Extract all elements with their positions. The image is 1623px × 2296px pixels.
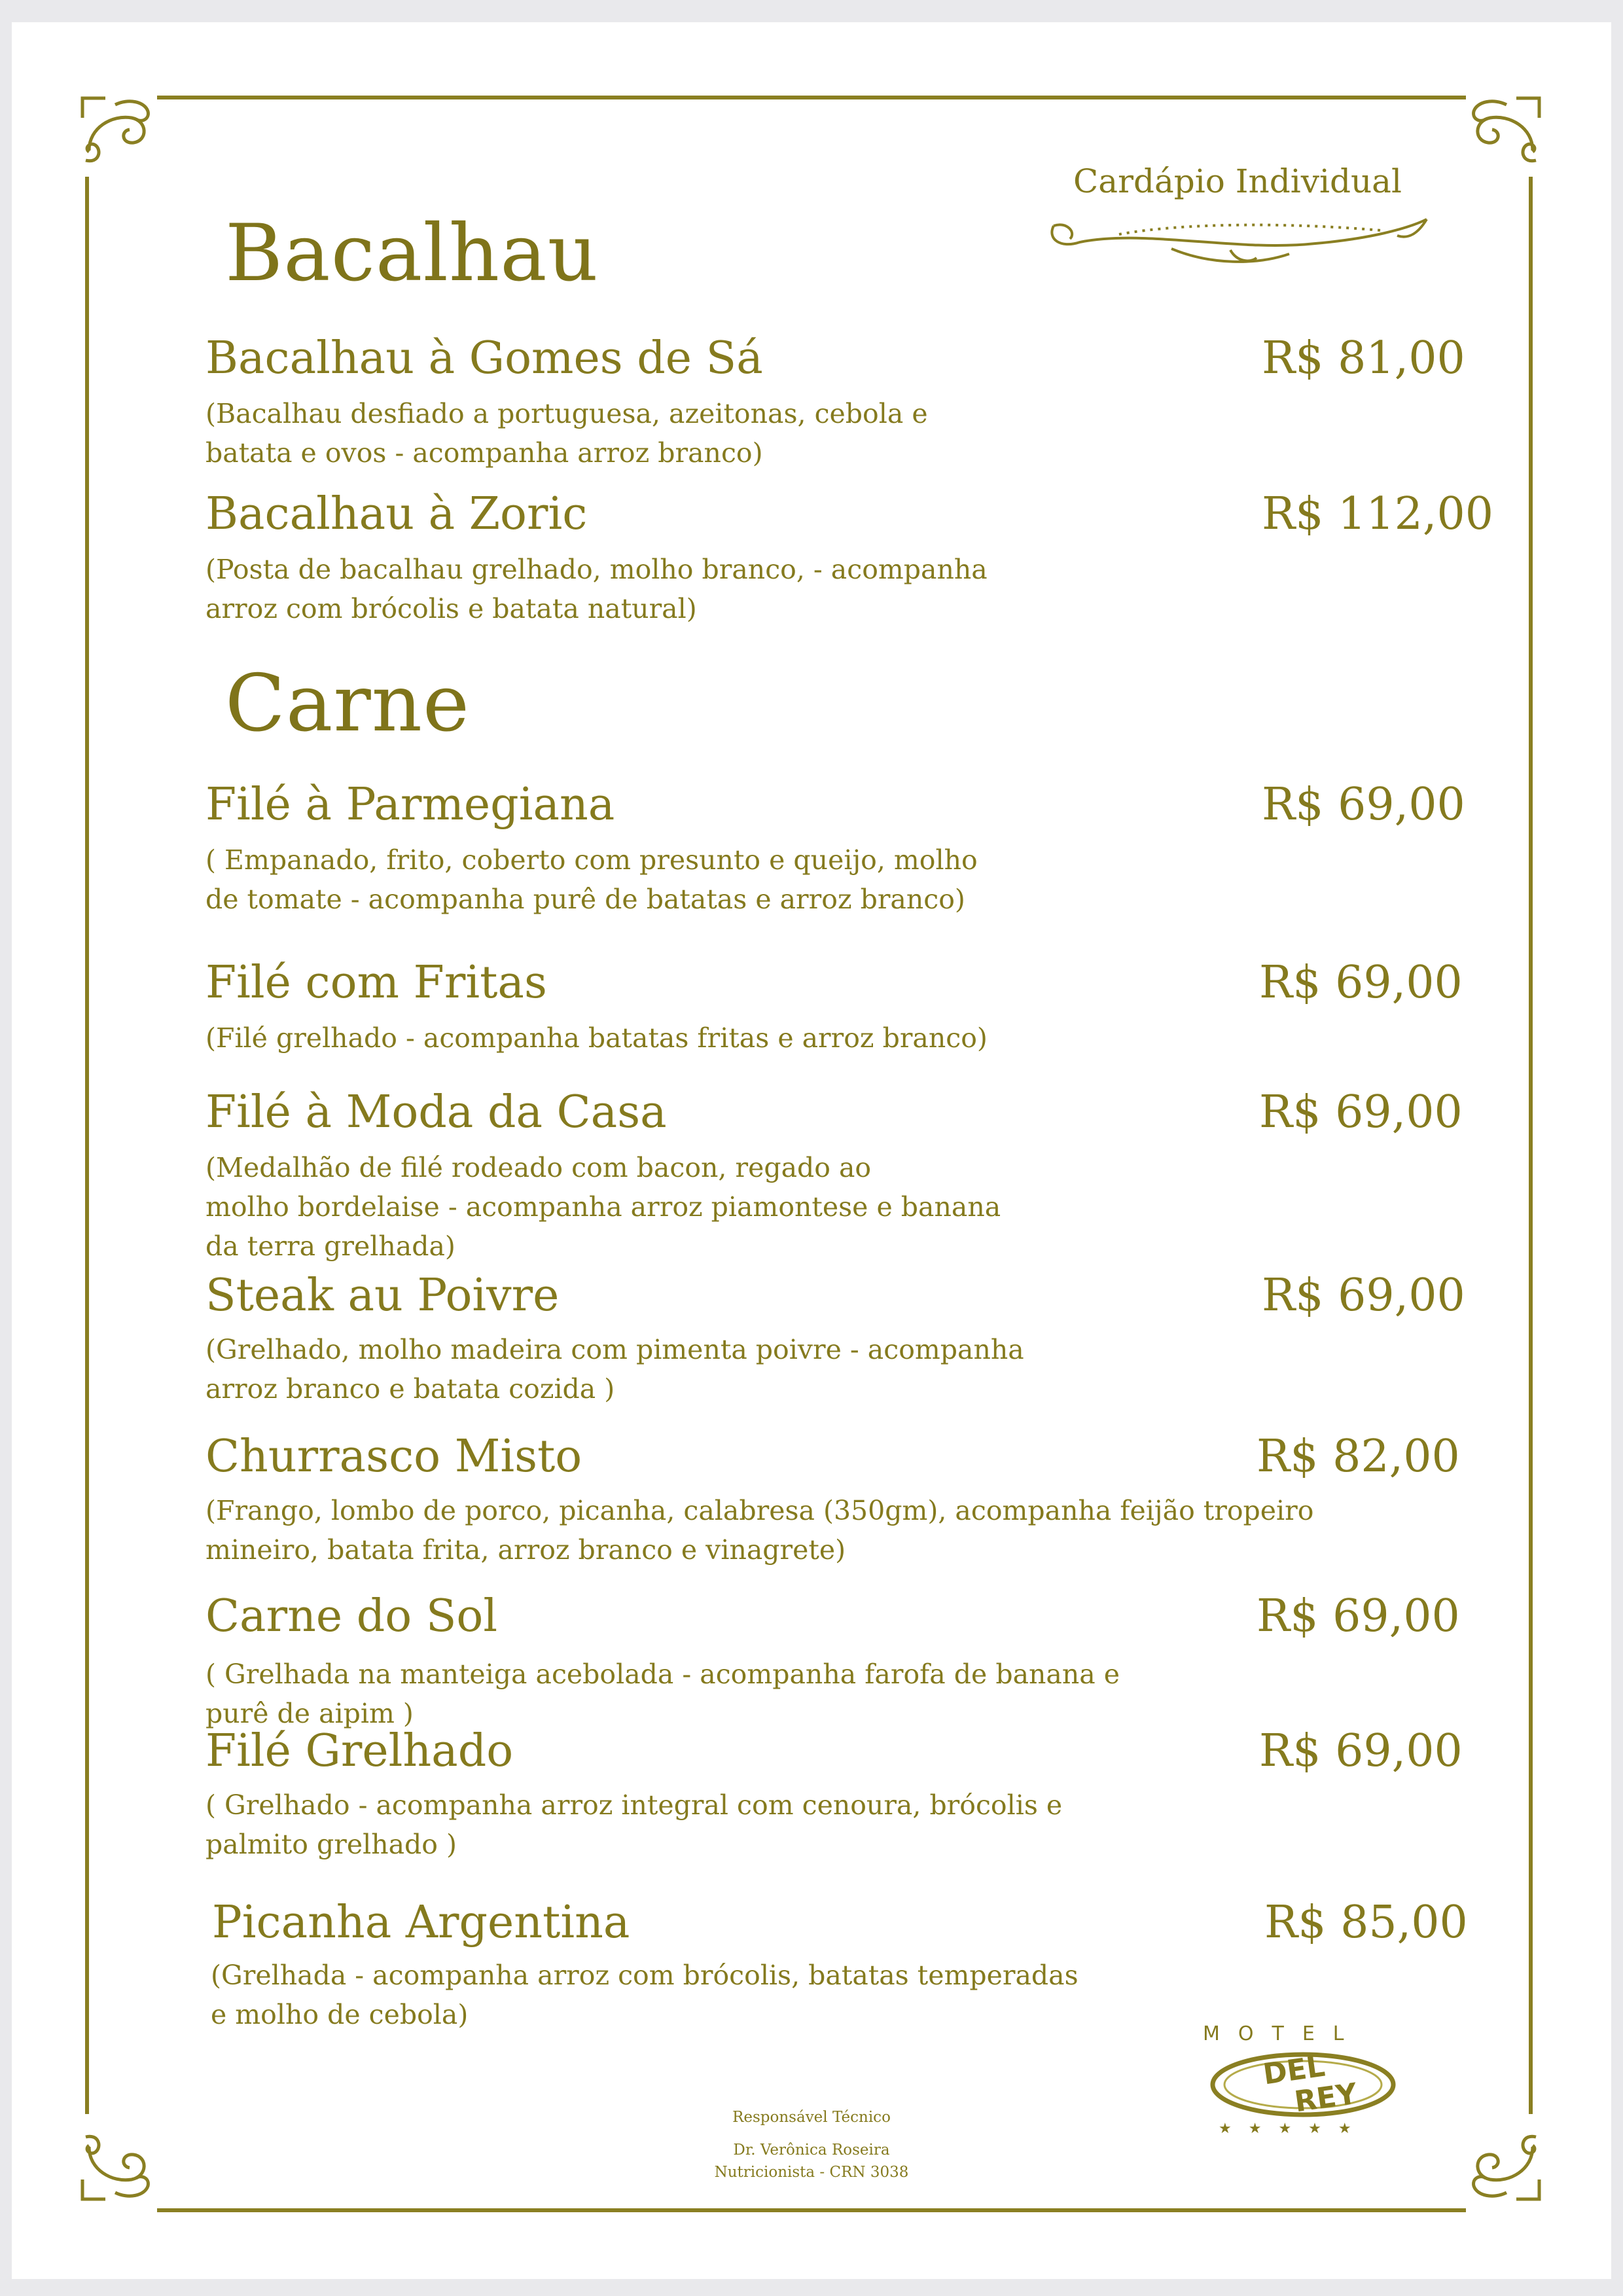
item-price: R$ 85,00 — [1264, 1897, 1468, 1948]
item-description: (Posta de bacalhau grelhado, molho branco, - acompanha arroz com brócolis e batata natural) — [205, 554, 988, 624]
item-name: Filé com Fritas — [205, 957, 547, 1009]
item-name: Bacalhau à Zoric — [205, 488, 588, 540]
item-description: (Grelhada - acompanha arroz com brócolis, batatas temperadas e molho de cebola) — [211, 1960, 1079, 2030]
frame-bottom-line — [157, 2208, 1466, 2212]
logo-stars: ★★★★★ — [1219, 2121, 1368, 2137]
frame-left-line — [85, 177, 89, 2114]
item-price: R$ 69,00 — [1259, 1725, 1463, 1777]
item-name: Steak au Poivre — [205, 1270, 560, 1321]
item-name: Carne do Sol — [205, 1590, 498, 1642]
item-price: R$ 82,00 — [1257, 1431, 1460, 1482]
item-description: (Frango, lombo de porco, picanha, calabresa (350gm), acompanha feijão tropeiro mineiro, batata frita, arroz branco e vinagrete) — [205, 1495, 1314, 1566]
item-description: (Bacalhau desfiado a portuguesa, azeitonas, cebola e batata e ovos - acompanha arroz branco) — [205, 398, 928, 469]
corner-flourish-icon — [1461, 92, 1546, 177]
frame-top-line — [157, 96, 1466, 99]
frame-right-line — [1529, 177, 1533, 2114]
corner-flourish-icon — [76, 92, 161, 177]
item-description: (Medalhão de filé rodeado com bacon, regado ao molho bordelaise - acompanha arroz piamontese e banana da terra grelhada) — [205, 1152, 1001, 1262]
item-price: R$ 112,00 — [1262, 488, 1494, 540]
item-name: Picanha Argentina — [212, 1897, 630, 1948]
item-name: Filé à Parmegiana — [205, 779, 615, 831]
corner-flourish-icon — [1461, 2121, 1546, 2206]
footer-responsible-crn: Nutricionista - CRN 3038 — [714, 2164, 909, 2181]
item-name: Filé à Moda da Casa — [205, 1086, 667, 1138]
item-name: Filé Grelhado — [205, 1725, 514, 1777]
item-price: R$ 69,00 — [1262, 1270, 1465, 1321]
section-title-carne: Carne — [225, 658, 471, 749]
item-price: R$ 69,00 — [1259, 957, 1463, 1009]
item-description: (Grelhado, molho madeira com pimenta poivre - acompanha arroz branco e batata cozida ) — [205, 1334, 1024, 1405]
ornament-scroll-icon — [1041, 203, 1440, 275]
item-name: Bacalhau à Gomes de Sá — [205, 332, 763, 384]
item-description: ( Grelhada na manteiga acebolada - acompanha farofa de banana e purê de aipim ) — [205, 1659, 1120, 1729]
item-price: R$ 69,00 — [1257, 1590, 1460, 1642]
item-price: R$ 81,00 — [1262, 332, 1465, 384]
logo-text-del: DEL — [1260, 2049, 1327, 2092]
menu-type-label: Cardápio Individual — [1073, 162, 1402, 200]
section-title-bacalhau: Bacalhau — [225, 208, 599, 299]
item-price: R$ 69,00 — [1262, 779, 1465, 831]
corner-flourish-icon — [76, 2121, 161, 2206]
logo-text-rey: REY — [1292, 2077, 1359, 2119]
footer-responsible-title: Responsável Técnico — [732, 2109, 891, 2126]
item-description: ( Grelhado - acompanha arroz integral com cenoura, brócolis e palmito grelhado ) — [205, 1789, 1063, 1860]
item-description: (Filé grelhado - acompanha batatas fritas e arroz branco) — [205, 1022, 988, 1054]
logo-motel-word: MOTEL — [1203, 2022, 1363, 2045]
footer-responsible-name: Dr. Verônica Roseira — [733, 2142, 890, 2159]
item-name: Churrasco Misto — [205, 1431, 582, 1482]
item-description: ( Empanado, frito, coberto com presunto e queijo, molho de tomate - acompanha purê de batatas e arroz branco) — [205, 844, 978, 915]
item-price: R$ 69,00 — [1259, 1086, 1463, 1138]
